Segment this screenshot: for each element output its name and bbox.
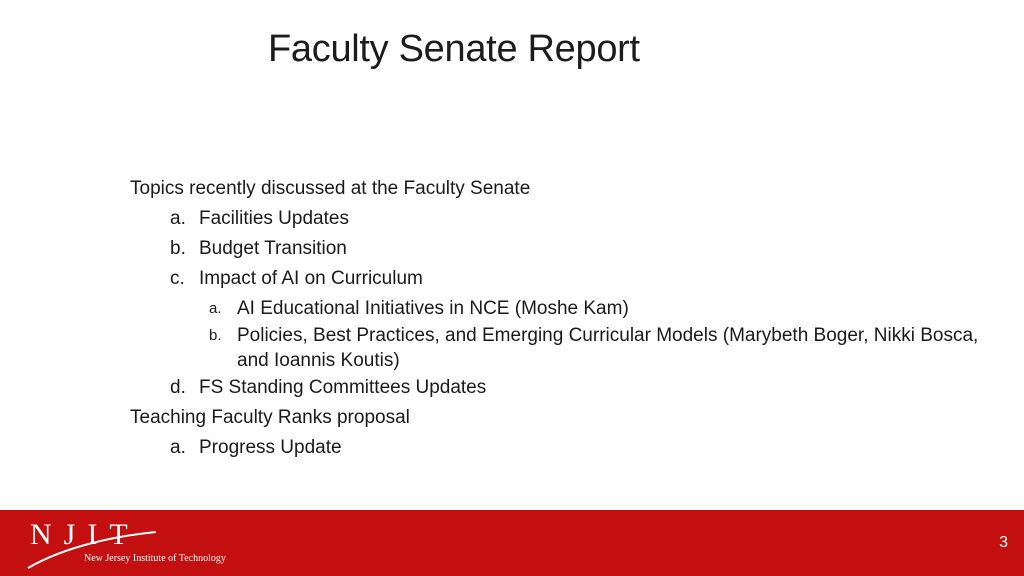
list-item	[130, 234, 990, 264]
list-item-text: Impact of AI on Curriculum	[199, 268, 423, 289]
list-item-text: Budget Transition	[199, 238, 347, 259]
list-item-text: FS Standing Committees Updates	[199, 377, 487, 398]
page-number: 3	[999, 534, 1008, 551]
njit-logo	[26, 516, 246, 572]
list-item-text: Progress Update	[199, 437, 342, 458]
ranks-heading: Teaching Faculty Ranks proposal	[130, 407, 410, 428]
list-item-text: AI Educational Initiatives in NCE (Moshe Kam)	[237, 298, 629, 319]
list-item	[130, 264, 990, 294]
footer-bar	[0, 510, 1024, 576]
list-marker: a.	[209, 300, 222, 317]
logo-letters: NJIT	[30, 518, 140, 551]
slide-body	[130, 174, 990, 463]
list-item	[130, 433, 990, 463]
list-marker: d.	[170, 377, 186, 398]
logo-subtitle: New Jersey Institute of Technology	[84, 553, 226, 564]
list-item	[130, 373, 990, 403]
list-marker: a.	[170, 208, 186, 229]
slide-title: Faculty Senate Report	[268, 28, 640, 70]
topics-heading: Topics recently discussed at the Faculty Senate	[130, 178, 531, 199]
list-item	[130, 204, 990, 234]
sub-list-item	[130, 294, 990, 321]
list-item-text: Policies, Best Practices, and Emerging Curricular Models (Marybeth Boger, Nikki Bosca, and Ioannis Koutis)	[237, 325, 979, 371]
list-marker: a.	[170, 437, 186, 458]
list-marker: b.	[170, 238, 186, 259]
list-item-text: Facilities Updates	[199, 208, 349, 229]
sub-list-item	[130, 321, 990, 373]
list-marker: c.	[170, 268, 185, 289]
list-marker: b.	[209, 327, 222, 344]
